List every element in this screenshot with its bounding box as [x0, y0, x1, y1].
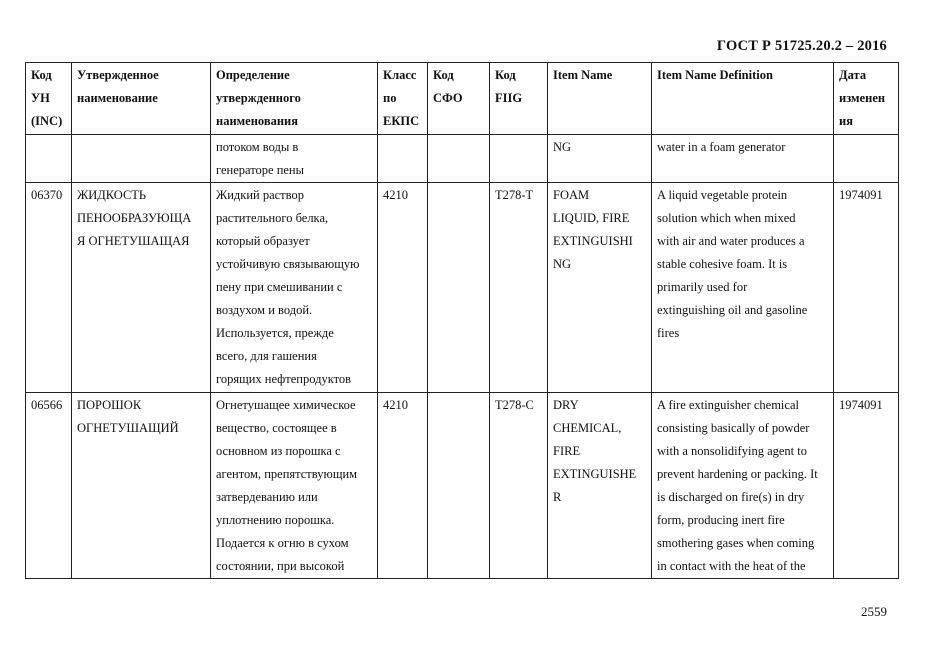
cell-text-line: всего, для гашения [216, 349, 317, 363]
cell-text-line: ОГНЕТУШАЩИЙ [77, 421, 179, 435]
cell-text-line: LIQUID, FIRE [553, 211, 630, 225]
cell-text-line: Подается к огню в сухом [216, 536, 349, 550]
col-item-name-header [548, 63, 652, 135]
col-sfo-cell [428, 393, 490, 579]
col-item-definition-cell [652, 135, 834, 183]
page-number: 2559 [861, 604, 887, 619]
cell-text-line: consisting basically of powder [657, 421, 810, 435]
cell-text-line: потоком воды в [216, 140, 299, 154]
cell-text-line: T278-T [495, 188, 534, 202]
cell-text-line: in contact with the heat of the [657, 559, 806, 573]
cell-text-line: который образует [216, 234, 310, 248]
cell-text-line: Жидкий раствор [216, 188, 304, 202]
header-line: по [383, 91, 397, 105]
col-approved-name-cell [72, 183, 211, 393]
cell-text-line: Огнетушащее химическое [216, 398, 356, 412]
col-class-cell [378, 135, 428, 183]
cell-text-line: DRY [553, 398, 579, 412]
cell-text-line: 1974091 [839, 398, 883, 412]
table-row [26, 183, 899, 393]
header-line: наименование [77, 91, 158, 105]
cell-text-line: FOAM [553, 188, 590, 202]
cell-text-line: 4210 [383, 188, 408, 202]
col-approved-name-cell [72, 393, 211, 579]
cell-text-line: 06370 [31, 188, 63, 202]
col-definition-cell [211, 135, 378, 183]
header-line: Класс [383, 68, 417, 82]
cell-text-line: затвердеванию или [216, 490, 318, 504]
col-definition-cell [211, 183, 378, 393]
cell-text-line: with a nonsolidifying agent to [657, 444, 807, 458]
col-item-name-cell [548, 393, 652, 579]
header-line: ия [839, 114, 853, 128]
cell-text-line: пену при смешивании с [216, 280, 343, 294]
col-date-cell [834, 183, 899, 393]
cell-text-line: form, producing inert fire [657, 513, 785, 527]
cell-text-line: prevent hardening or packing. It [657, 467, 818, 481]
header-line: ЕКПС [383, 114, 420, 128]
col-sfo-cell [428, 183, 490, 393]
table-row [26, 135, 899, 183]
cell-text-line: 4210 [383, 398, 408, 412]
header-line: Код [495, 68, 516, 82]
col-date-header [834, 63, 899, 135]
cell-text-line: горящих нефтепродуктов [216, 372, 352, 386]
header-line: FIIG [495, 91, 523, 105]
cell-text-line: 1974091 [839, 188, 883, 202]
cell-text-line: FIRE [553, 444, 581, 458]
col-item-name-cell [548, 183, 652, 393]
col-approved-name-header [72, 63, 211, 135]
header-line: Item Name [553, 68, 613, 82]
cell-text-line: stable cohesive foam. It is [657, 257, 788, 271]
col-item-definition-cell [652, 393, 834, 579]
cell-text-line: extinguishing oil and gasoline [657, 303, 808, 317]
cell-text-line: R [553, 490, 562, 504]
header-line: утвержденного [216, 91, 301, 105]
cell-text-line: состоянии, при высокой [216, 559, 345, 573]
cell-text-line: EXTINGUISHE [553, 467, 637, 481]
col-approved-name-cell [72, 135, 211, 183]
cell-text-line: CHEMICAL, [553, 421, 622, 435]
cell-text-line: уплотнению порошка. [216, 513, 335, 527]
header-line: Item Name Definition [657, 68, 773, 82]
cell-text-line: NG [553, 140, 572, 154]
col-sfo-header [428, 63, 490, 135]
cell-text-line: генераторе пены [216, 163, 305, 177]
document-title: ГОСТ Р 51725.20.2 – 2016 [716, 38, 887, 54]
cell-text-line: EXTINGUISHI [553, 234, 633, 248]
col-code-cell [26, 393, 72, 579]
col-item-name-cell [548, 135, 652, 183]
cell-text-line: A fire extinguisher chemical [657, 398, 799, 412]
header-line: Код [31, 68, 52, 82]
header-line: изменен [839, 91, 886, 105]
col-code-cell [26, 135, 72, 183]
cell-text-line: with air and water produces a [657, 234, 805, 248]
col-definition-header [211, 63, 378, 135]
header-line: УН [31, 91, 50, 105]
col-item-definition-cell [652, 183, 834, 393]
cell-text-line: вещество, состоящее в [216, 421, 337, 435]
header-row [26, 63, 899, 135]
col-fiig-header [490, 63, 548, 135]
cell-text-line: A liquid vegetable protein [657, 188, 788, 202]
header-line: Код [433, 68, 454, 82]
cell-text-line: 06566 [31, 398, 63, 412]
cell-text-line: NG [553, 257, 572, 271]
col-fiig-cell [490, 183, 548, 393]
cell-text-line: ПОРОШОК [77, 398, 142, 412]
col-item-definition-header [652, 63, 834, 135]
cell-text-line: Я ОГНЕТУШАЩАЯ [77, 234, 190, 248]
header-line: Утвержденное [77, 68, 159, 82]
cell-text-line: ЖИДКОСТЬ [77, 188, 147, 202]
cell-text-line: основном из порошка с [216, 444, 341, 458]
cell-text-line: агентом, препятствующим [216, 467, 358, 481]
col-fiig-cell [490, 393, 548, 579]
cell-text-line: устойчивую связывающую [216, 257, 360, 271]
cell-text-line: fires [657, 326, 680, 340]
col-class-header [378, 63, 428, 135]
col-code-header [26, 63, 72, 135]
col-code-cell [26, 183, 72, 393]
header-line: наименования [216, 114, 299, 128]
table-row [26, 393, 899, 579]
col-class-cell [378, 393, 428, 579]
cell-text-line: растительного белка, [216, 211, 329, 225]
header-line: Дата [839, 68, 867, 82]
cell-text-line: solution which when mixed [657, 211, 796, 225]
header-line: (INC) [31, 114, 63, 128]
col-date-cell [834, 393, 899, 579]
table-body [26, 135, 899, 579]
col-fiig-cell [490, 135, 548, 183]
catalog-table [25, 62, 899, 579]
col-sfo-cell [428, 135, 490, 183]
col-date-cell [834, 135, 899, 183]
cell-text-line: T278-C [495, 398, 534, 412]
col-class-cell [378, 183, 428, 393]
col-definition-cell [211, 393, 378, 579]
cell-text-line: Используется, прежде [216, 326, 334, 340]
cell-text-line: primarily used for [657, 280, 748, 294]
cell-text-line: воздухом и водой. [216, 303, 313, 317]
cell-text-line: ПЕНООБРАЗУЮЩА [77, 211, 192, 225]
header-line: Определение [216, 68, 290, 82]
cell-text-line: water in a foam generator [657, 140, 786, 154]
cell-text-line: smothering gases when coming [657, 536, 815, 550]
header-line: СФО [433, 91, 463, 105]
cell-text-line: is discharged on fire(s) in dry [657, 490, 805, 504]
